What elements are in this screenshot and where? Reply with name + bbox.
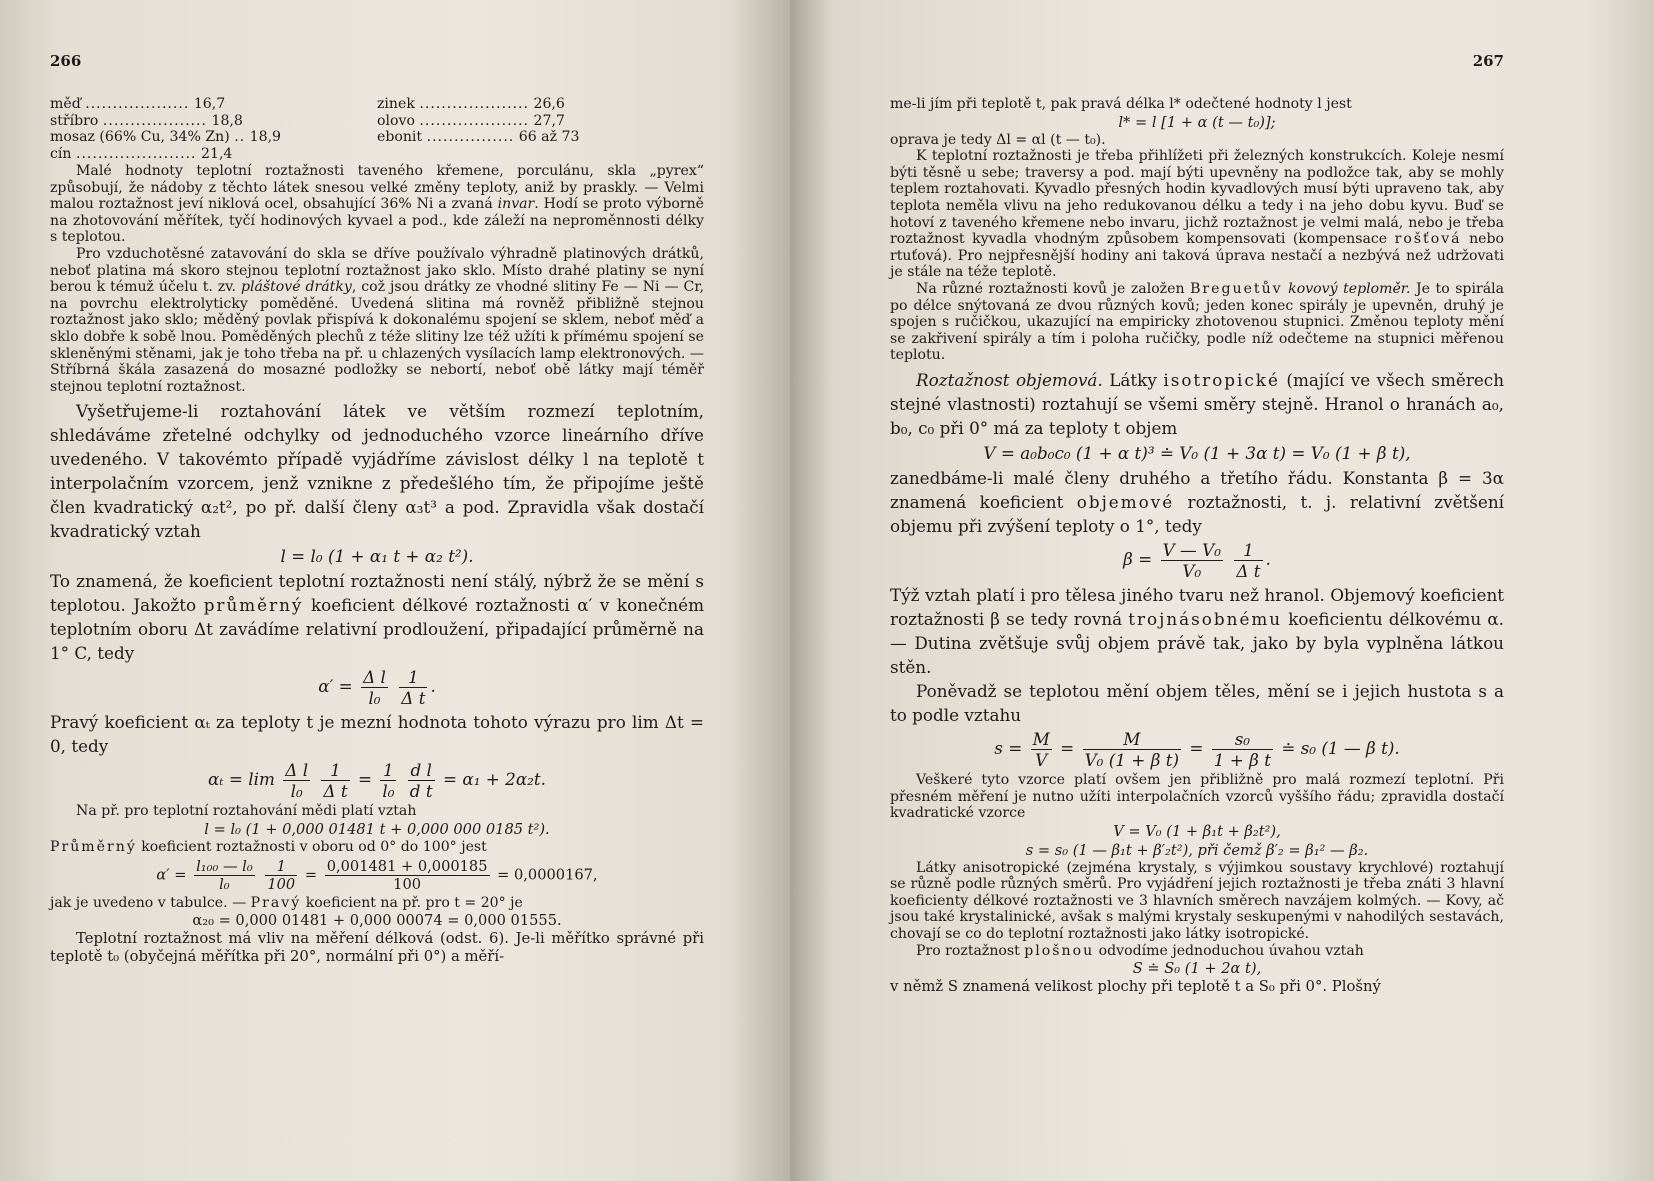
paragraph-true-length: me-li jím při teplotě t, pak pravá délka l* odečtené hodnoty l jest — [890, 96, 1352, 112]
table-row: ebonit ................ 66 až 73 — [377, 129, 580, 145]
paragraph-approximate: Veškeré tyto vzorce platí ovšem jen přibližně pro malá rozmezí teplotní. Při přesném měření je nutno užíti interpolačních vzorců vyššího řádu; zpravidla dostačí kvadratické vzorce — [890, 771, 1504, 822]
equation-volume: V = a₀b₀c₀ (1 + α t)³ ≐ V₀ (1 + 3α t) = V₀ (1 + β t), — [983, 442, 1411, 463]
equation-density: s = $\frac{M}{V}$ = $\frac{M}{\text{V₀ (1 + β t)}}$ = $\frac{\text{s₀}}{\text{1 + β t}}$ ≐ s₀ (1 — β t). — [994, 728, 1400, 770]
table-row: olovo .................... 27,7 — [377, 112, 565, 129]
left-page — [0, 0, 790, 1181]
equation-quadratic: l = l₀ (1 + α₁ t + α₂ t²). — [280, 546, 474, 567]
equation-density-quadratic: s = s₀ (1 — β₁t + β′₂t²), při čemž β′₂ = β₁² — β₂. — [1025, 841, 1369, 859]
equation-volume-quadratic: V = V₀ (1 + β₁t + β₂t²), — [1113, 822, 1281, 840]
paragraph-surface: Pro roztažnost plošnou odvodíme jednoduchou úvahou vztah — [916, 942, 1364, 959]
page-number-left: 266 — [50, 52, 82, 70]
paragraph-triple: Týž vztah platí i pro tělesa jiného tvaru než hranol. Objemový koeficient roztažnosti β se tedy rovná trojnásobnému koeficientu délkovému α. — Dutina zvětšuje svůj objem právě tak, jako by byla vyplněna látkou stěn. — [890, 584, 1504, 677]
paragraph-surface-meaning: v němž S znamená velikost plochy při teplotě t a S₀ při 0°. Plošný — [890, 978, 1381, 996]
paragraph-low-expansion: Malé hodnoty teplotní roztažnosti taveného křemene, porculánu, skla „pyrex“ způsobují, že nádoby z těchto látek snesou velké změny teploty, aniž by praskly. — Velmi malou roztažnost jeví niklová ocel, obsahující 36% Ni a zvaná invar. Hodí se proto výborně na zhotovování měřítek, tyčí hodinových kyvael a pod., kde záleží na neproměnnosti délky s teplotou. — [50, 163, 704, 246]
right-page — [790, 0, 1654, 1181]
expansion-table — [50, 96, 704, 162]
equation-beta: β = $\frac{\text{V — V₀}}{\text{V₀}}$ $\frac{1}{\text{Δ t}}$ . — [1123, 539, 1271, 581]
table-row: stříbro ................... 18,8 — [50, 112, 243, 129]
paragraph-quadratic: Vyšetřujeme-li roztahování látek ve větším rozmezí teplotním, shledáváme zřetelné odchylky od jednoduchého vzorce lineárního dříve uvedeného. V takovémto případě vyjádříme závislost délky l na teplotě t interpolačním vzorcem, jenž vznikne z předešlého tím, že připojíme ještě člen kvadratický α₂t², po př. další členy α₃t³ a pod. Zpravidla však dostačí kvadratický vztah — [50, 401, 704, 542]
paragraph-constructions: K teplotní roztažnosti je třeba přihlížeti při železných konstrukcích. Koleje nesmí býti těsně u sebe; traversy a pod. mají býti upevněny na podložce tak, aby se mohly teplem roztahovati. Kyvadlo přesných hodin kyvadlových musí býti upraveno tak, aby teplota neměla vlivu na jeho redukovanou délku a tedy i na jeho dobu kyvu. Buď se hotoví z taveného křemene nebo invaru, jichž roztažnost je velmi malá, nebo je třeba roztažnost kyvadla vhodným způsobem kompensovati (kompensace rošťová nebo rtuťová). Pro nejpřesnější hodiny ani taková úprava nestačí a nezbývá než udržovati je stále na téže teplotě. — [890, 148, 1504, 281]
paragraph-breguet: Na různé roztažnosti kovů je založen Breguetův kovový teploměr. Je to spirála po délce snýtovaná ze dvou různých kovů; jeden konec spirály je upevněn, druhý je spojen s ručičkou, ukazující na empiricky zhotovenou stupnici. Změnou teploty mění se zakřivení spirály a tím i poloha ručičky, podle níž odečteme na stupnici měřenou teplotu. — [890, 280, 1505, 364]
equation-average-coefficient: α′ = $\frac{\text{Δ l}}{\text{l₀}}$ $\frac{1}{\text{Δ t}}$ . — [318, 667, 436, 709]
paragraph-average-range: Průměrný koeficient roztažnosti v oboru od 0° do 100° jest — [50, 838, 487, 855]
paragraph-density: Poněvadž se teplotou mění objem těles, mění se i jejich hustota s a to podle vztahu — [890, 680, 1504, 725]
paragraph-measurement: Teplotní roztažnost má vliv na měření délková (odst. 6). Je-li měřítko správné při teplotě t₀ (obyčejná měřítka při 20°, normální při 0°) a měří- — [50, 930, 704, 965]
table-row: měď ................... 16,7 — [50, 96, 226, 112]
paragraph-copper-example: Na př. pro teplotní roztahování mědi platí vztah — [76, 803, 417, 820]
page-number-right: 267 — [1472, 52, 1504, 70]
paragraph-true-copper: jak je uvedeno v tabulce. — Pravý koeficient na př. pro t = 20° je — [50, 894, 523, 911]
table-column-1 — [50, 96, 377, 162]
equation-surface: S ≐ S₀ (1 + 2α t), — [1132, 960, 1262, 978]
paragraph-glass-sealing: Pro vzduchotěsné zatavování do skla se dříve používalo výhradně platinových drátků, neboť platina má skoro stejnou teplotní roztažnost jako sklo. Místo drahé platiny se nyní berou k témuž účelu t. zv. pláštové drátky, což jsou drátky ze vhodné slitiny Fe — Ni — Cr, na povrchu elektrolyticky poměděné. Uvedená slitina má rovněž přibližně stejnou roztažnost jako sklo; měděný povlak přispívá k dokonalému spojení se sklem, neboť měď a sklo dobře k sobě lnou. Poměděných plechů z téže slitiny lze též užíti k přímému spojení se skleněnými stěnami, jak je toho třeba na př. u chlazených vysílacích lamp elektronových. — Stříbrná škála zasazená do mosazné podložky se nebortí, neboť obě látky mají téměř stejnou teplotní roztažnost. — [50, 245, 704, 395]
paragraph-volume-coefficient: zanedbáme-li malé členy druhého a třetího řádu. Konstanta β = 3α znamená koeficient objemové roztažnosti, t. j. relativní zvětšení objemu při zvýšení teploty o 1°, tedy — [890, 467, 1504, 536]
equation-copper: l = l₀ (1 + 0,000 01481 t + 0,000 000 0185 t²). — [204, 820, 550, 838]
paragraph-volume-expansion: Roztažnost objemová. Látky isotropické (mající ve všech směrech stejné vlastnosti) roztahují se všemi směry stejně. Hranol o hranách a₀, b₀, c₀ při 0° má za teploty t objem — [890, 369, 1504, 438]
equation-average-copper: α′ = $\frac{\text{l₁₀₀ — l₀}}{\text{l₀}}$ $\frac{1}{100}$ = $\frac{0,001481 + 0,000185}{100}$ = 0,0000167, — [156, 857, 598, 893]
paragraph-correction: oprava je tedy Δl = αl (t — t₀). — [890, 131, 1106, 148]
table-row: zinek .................... 26,6 — [377, 96, 565, 112]
paragraph-true-coefficient: Pravý koeficient αₜ za teploty t je mezní hodnota tohoto výrazu pro lim Δt = 0, tedy — [50, 712, 704, 757]
table-column-2 — [377, 96, 704, 162]
paragraph-anisotropic: Látky anisotropické (zejména krystaly, s výjimkou soustavy krychlové) roztahují se různě podle různých směrů. Pro vyjádření jejich roztažnosti je třeba znáti 3 hlavní koeficienty délkové roztažnosti ve 3 hlavních směrech navzájem kolmých. — Kovy, ač jsou také krystalinické, avšak s malými krystaly seskupenými v nahodilých sestavách, chovají se co do teplotní roztažnosti jako látky isotropické. — [890, 859, 1504, 943]
equation-true-coefficient: αₜ = lim $\frac{\text{Δ l}}{\text{l₀}}$ $\frac{1}{\text{Δ t}}$ = $\frac{1}{\text{l₀}}$ $\frac{\text{d l}}{\text{d t}}$ = α₁ + 2α₂t. — [208, 760, 546, 802]
equation-alpha-20: α₂₀ = 0,000 01481 + 0,000 00074 = 0,000 01555. — [192, 912, 562, 930]
equation-true-length: l* = l [1 + α (t — t₀)]; — [1118, 113, 1276, 131]
table-row: cín ...................... 21,4 — [50, 145, 233, 162]
table-row: mosaz (66% Cu, 34% Zn) .. 18,9 — [50, 129, 282, 145]
paragraph-average-coefficient: To znamená, že koeficient teplotní roztažnosti není stálý, nýbrž že se mění s teplotou. Jakožto průměrný koeficient délkové roztažnosti α′ v konečném teplotním oboru Δt zavádíme relativní prodloužení, připadající průměrně na 1° C, tedy — [50, 571, 704, 664]
